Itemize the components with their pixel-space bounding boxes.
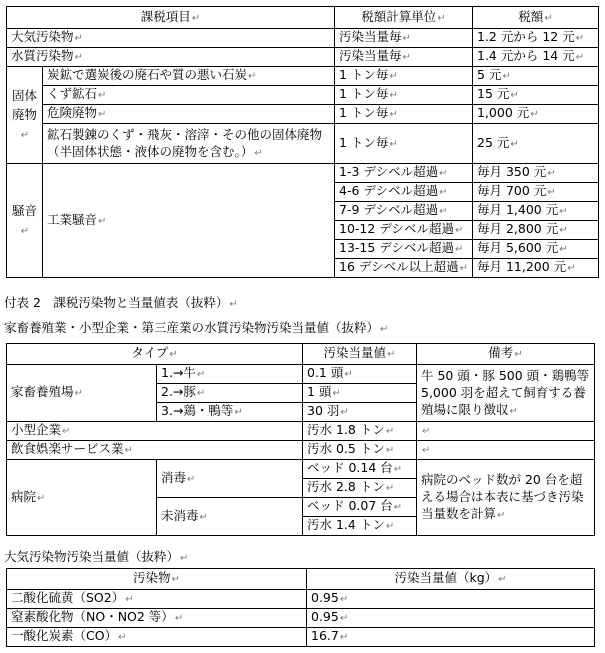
solid-row-4-unit: 1 トン毎↵ (335, 124, 473, 164)
hospital-note: 病院のベッド数が 20 台を超える場合は本表に基づき汚染当量数を計算↵ (417, 460, 595, 536)
nox-value: 0.95↵ (307, 609, 595, 628)
so2-value: 0.95↵ (307, 590, 595, 609)
livestock-cattle-value: 0.1 頭↵ (303, 365, 417, 384)
livestock-farm-label: 家畜養殖場↵ (7, 365, 157, 422)
header-tax-item: 課税項目↵ (7, 7, 335, 29)
noise-row-1-tax: 毎月 350 元↵ (473, 164, 599, 183)
solid-row-4-label (43, 124, 335, 164)
noise-row-4-level: 10-12 デシベル超過↵ (335, 221, 473, 240)
solid-row-3-unit: 1 トン毎↵ (335, 105, 473, 124)
header-equivalent-kg: 汚染当量値（kg）↵ (307, 569, 595, 590)
water-table-caption: 家畜養殖業・小型企業・第三産業の水質汚染物汚染当量値（抜粋）↵ (4, 320, 389, 335)
livestock-poultry-value: 30 羽↵ (303, 403, 417, 422)
noise-row-5-level: 13-15 デシベル超過↵ (335, 240, 473, 259)
header-type: タイプ↵ (7, 344, 303, 365)
undisinfected-label: 未消毒↵ (157, 498, 303, 536)
small-enterprise-value: 汚水 1.8 トン↵ (303, 422, 417, 441)
solid-row-1-unit: 1 トン毎↵ (335, 67, 473, 86)
noise-group-label: 騒音↵ (7, 164, 43, 278)
air-table-caption: 大気汚染物汚染当量値（抜粋）↵ (4, 549, 189, 564)
solid-waste-group-label: 固体廃物↵ (7, 67, 43, 164)
solid-row-1-label: 炭鉱で選炭後の廃石や質の悪い石炭↵ (43, 67, 335, 86)
noise-row-4-tax: 毎月 2,800 元↵ (473, 221, 599, 240)
air-pollutant-unit: 汚染当量毎↵ (335, 29, 473, 48)
livestock-cattle-label: 1.→牛↵ (157, 365, 303, 384)
noise-row-3-level: 7-9 デシベル超過↵ (335, 202, 473, 221)
noise-row-6-tax: 毎月 11,200 元↵ (473, 259, 599, 278)
food-service-label: 飲食娯楽サービス業↵ (7, 441, 303, 460)
solid-row-2-unit: 1 トン毎↵ (335, 86, 473, 105)
food-service-value: 汚水 0.5 トン↵ (303, 441, 417, 460)
solid-row-4-tax: 25 元↵ (473, 124, 599, 164)
undisinfected-water-value: 汚水 1.4 トン↵ (303, 517, 417, 536)
co-label: 一酸化炭素（CO）↵ (7, 628, 307, 647)
livestock-pig-value: 1 頭↵ (303, 384, 417, 403)
so2-label: 二酸化硫黄（SO2）↵ (7, 590, 307, 609)
livestock-pig-label: 2.→豚↵ (157, 384, 303, 403)
solid-row-2-label: くず鉱石↵ (43, 86, 335, 105)
nox-label: 窒素酸化物（NO・NO2 等）↵ (7, 609, 307, 628)
header-remarks: 備考↵ (417, 344, 595, 365)
livestock-poultry-label: 3.→鶏・鴨等↵ (157, 403, 303, 422)
industrial-noise-label: 工業騒音↵ (43, 164, 335, 278)
food-service-note: ↵ (417, 441, 595, 460)
livestock-note: 牛 50 頭・豚 500 頭・鶏鴨等 5,000 羽を超えて飼育する養殖場に限り徴収↵ (417, 365, 595, 422)
solid-row-2-tax: 15 元↵ (473, 86, 599, 105)
water-pollutant-unit: 汚染当量毎↵ (335, 48, 473, 67)
disinfected-bed-value: ベッド 0.14 台↵ (303, 460, 417, 479)
noise-row-6-level: 16 デシベル以上超過↵ (335, 259, 473, 278)
hospital-label: 病院↵ (7, 460, 157, 536)
appendix-table-caption: 付表 2 課税汚染物と当量値表（抜粋）↵ (4, 295, 238, 310)
air-pollutant-equivalent-table (6, 568, 595, 647)
small-enterprise-note: ↵ (417, 422, 595, 441)
noise-row-2-tax: 毎月 700 元↵ (473, 183, 599, 202)
solid-row-1-tax: 5 元↵ (473, 67, 599, 86)
solid-row-4-line1: 鉱石製錬のくず・飛灰・溶滓・その他の固体廃物 (47, 126, 323, 142)
small-enterprise-label: 小型企業↵ (7, 422, 303, 441)
undisinfected-bed-value: ベッド 0.07 台↵ (303, 498, 417, 517)
co-value: 16.7↵ (307, 628, 595, 647)
disinfected-water-value: 汚水 2.8 トン↵ (303, 479, 417, 498)
air-pollutant-tax: 1.2 元から 12 元↵ (473, 29, 599, 48)
tax-table (6, 6, 599, 278)
header-calc-unit: 税額計算単位↵ (335, 7, 473, 29)
solid-row-3-tax: 1,000 元↵ (473, 105, 599, 124)
header-equivalent-value: 汚染当量値↵ (303, 344, 417, 365)
noise-row-2-level: 4-6 デシベル超過↵ (335, 183, 473, 202)
header-pollutant: 汚染物↵ (7, 569, 307, 590)
water-pollutant-label: 水質汚染物↵ (7, 48, 335, 67)
header-tax-amount: 税額↵ (473, 7, 599, 29)
noise-row-5-tax: 毎月 5,600 元↵ (473, 240, 599, 259)
water-pollutant-equivalent-table (6, 343, 595, 536)
solid-row-3-label: 危険廃物↵ (43, 105, 335, 124)
disinfected-label: 消毒↵ (157, 460, 303, 498)
noise-row-3-tax: 毎月 1,400 元↵ (473, 202, 599, 221)
solid-row-4-line2: （半固体状態・液体の廃物を含む。）↵ (47, 143, 263, 159)
air-pollutant-label: 大気汚染物↵ (7, 29, 335, 48)
water-pollutant-tax: 1.4 元から 14 元↵ (473, 48, 599, 67)
noise-row-1-level: 1-3 デシベル超過↵ (335, 164, 473, 183)
